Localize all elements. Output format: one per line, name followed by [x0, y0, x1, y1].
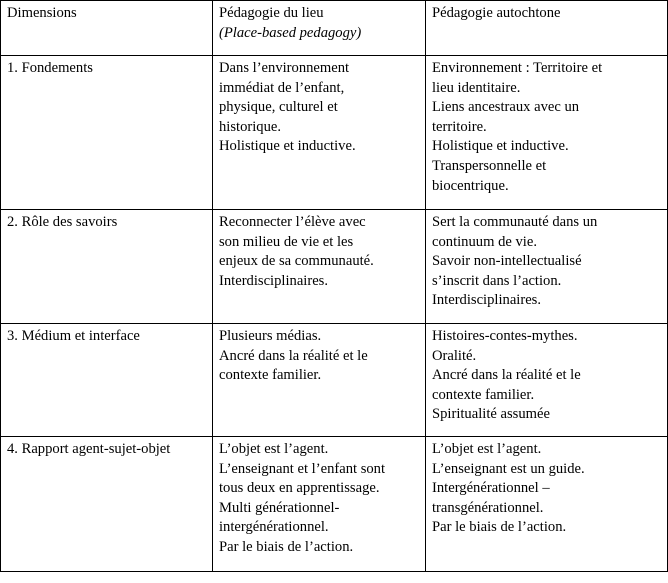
- header-row: [1, 1, 668, 56]
- cell-line: enjeux de sa communauté.: [219, 253, 374, 270]
- cell-line: Ancré dans la réalité et le: [432, 367, 581, 384]
- cell-line: immédiat de l’enfant,: [219, 79, 345, 96]
- header-lieu-subtitle: (Place-based pedagogy): [219, 24, 362, 41]
- cell-line: Spiritualité assumée: [432, 406, 550, 423]
- cell-line: Liens ancestraux avec un: [432, 99, 580, 116]
- cell-line: Multi générationnel-: [219, 499, 340, 516]
- cell-line: biocentrique.: [432, 177, 509, 194]
- cell-line: Savoir non-intellectualisé: [432, 253, 582, 270]
- table-row-fondements: [1, 56, 668, 210]
- cell-line: Interdisciplinaires.: [219, 272, 329, 289]
- cell-line: Intergénérationnel –: [432, 480, 550, 497]
- dimension-label: 1. Fondements: [7, 60, 93, 76]
- cell-line: Par le biais de l’action.: [219, 538, 354, 555]
- cell-line: Histoires-contes-mythes.: [432, 328, 578, 344]
- dimension-cell: [1, 324, 213, 437]
- autochtone-cell: [426, 324, 668, 437]
- table-row-medium-et-interface: [1, 324, 668, 437]
- cell-line: Reconnecter l’élève avec: [219, 214, 366, 230]
- cell-line: historique.: [219, 118, 282, 135]
- cell-line: Holistique et inductive.: [219, 138, 356, 155]
- header-autochtone-label: Pédagogie autochtone: [432, 5, 561, 21]
- cell-line: continuum de vie.: [432, 233, 537, 250]
- lieu-cell: [213, 437, 426, 572]
- cell-line: L’enseignant et l’enfant sont: [219, 460, 386, 477]
- header-dimensions-label: Dimensions: [7, 5, 77, 21]
- cell-line: tous deux en apprentissage.: [219, 480, 380, 497]
- cell-line: contexte familier.: [219, 367, 322, 384]
- cell-line: physique, culturel et: [219, 99, 338, 116]
- dimension-cell: [1, 437, 213, 572]
- cell-line: Environnement : Territoire et: [432, 60, 603, 76]
- cell-line: L’objet est l’agent.: [432, 441, 542, 457]
- cell-line: Holistique et inductive.: [432, 138, 569, 155]
- cell-line: contexte familier.: [432, 386, 535, 403]
- header-pedagogie-du-lieu: [213, 1, 426, 56]
- autochtone-cell: [426, 56, 668, 210]
- dimension-label: 2. Rôle des savoirs: [7, 214, 118, 230]
- header-lieu-label: Pédagogie du lieu: [219, 5, 324, 21]
- table-row-role-des-savoirs: [1, 210, 668, 324]
- dimension-cell: [1, 210, 213, 324]
- table-row-rapport-agent-sujet-objet: [1, 437, 668, 572]
- cell-line: territoire.: [432, 118, 487, 135]
- lieu-cell: [213, 56, 426, 210]
- cell-line: Oralité.: [432, 347, 477, 364]
- cell-line: son milieu de vie et les: [219, 233, 354, 250]
- cell-line: L’objet est l’agent.: [219, 441, 329, 457]
- header-pedagogie-autochtone: [426, 1, 668, 56]
- lieu-cell: [213, 324, 426, 437]
- cell-line: L’enseignant est un guide.: [432, 460, 585, 477]
- cell-line: Par le biais de l’action.: [432, 519, 567, 536]
- autochtone-cell: [426, 210, 668, 324]
- cell-line: Interdisciplinaires.: [432, 292, 542, 309]
- lieu-cell: [213, 210, 426, 324]
- cell-line: lieu identitaire.: [432, 79, 521, 96]
- cell-line: s’inscrit dans l’action.: [432, 272, 562, 289]
- dimension-cell: [1, 56, 213, 210]
- header-dimensions: [1, 1, 213, 56]
- autochtone-cell: [426, 437, 668, 572]
- dimension-label: 4. Rapport agent-sujet-objet: [7, 441, 171, 457]
- cell-line: transgénérationnel.: [432, 499, 544, 516]
- cell-line: Sert la communauté dans un: [432, 214, 598, 230]
- cell-line: Ancré dans la réalité et le: [219, 347, 368, 364]
- cell-line: intergénérationnel.: [219, 519, 329, 536]
- cell-line: Plusieurs médias.: [219, 328, 322, 344]
- cell-line: Dans l’environnement: [219, 60, 350, 76]
- cell-line: Transpersonnelle et: [432, 157, 547, 174]
- dimension-label: 3. Médium et interface: [7, 328, 140, 344]
